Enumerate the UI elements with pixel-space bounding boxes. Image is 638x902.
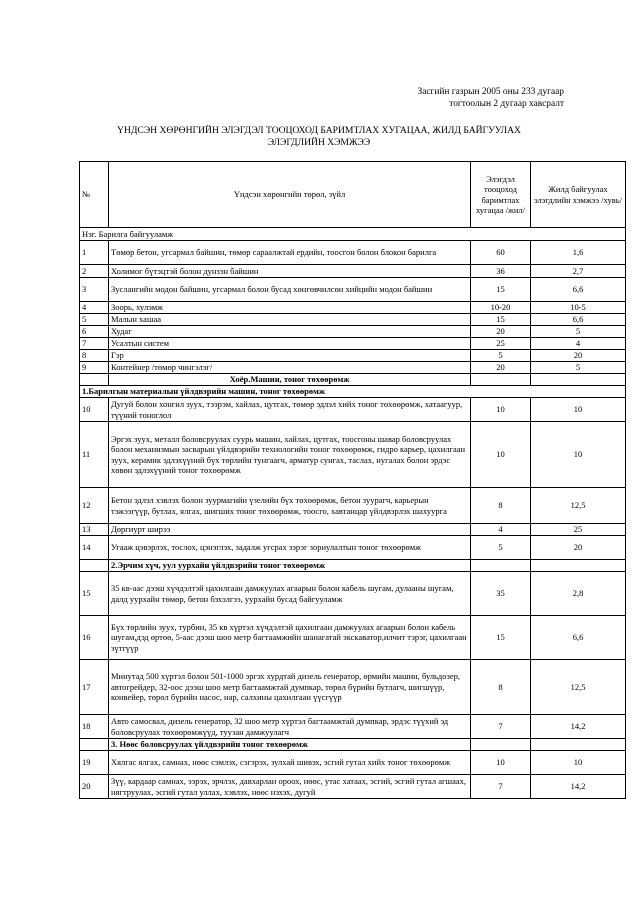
row-rate: 2,8 [531,572,626,616]
table-row [80,616,626,660]
row-asset-type: Зүү, кардаар самнах, ээрэх, эрчлэх, давхарлан ороох, нөөс, утас хатаах, эсгий, эсгий гутал агшаах, нягтруулах, эсгий гутал уллах, хэвлэх, нөөс нэхэх, дугуй [109,775,471,799]
row-rate: 10 [531,422,626,488]
table-row [80,265,626,278]
subsection-construction-materials: 1.Барилгын материалын үйлдвэрийн машин, тоног төхөөрөмж [80,386,626,398]
section-machinery: Хоёр.Машин, тоног төхөөрөмж [109,374,471,386]
document-title [70,125,568,149]
depreciation-table [79,161,626,799]
table-row [80,751,626,775]
row-asset-type: Дугуй болон хонгил зуух, тээрэм, хайлах, цутгах, төмөр эдлэл хийх тоног төхөөрөмж, хатаагуур, түүний тоноглол [109,398,471,422]
row-asset-type: Контейнер /төмөр чингэлэг/ [109,362,471,374]
subsection-no-cell [80,560,109,572]
row-asset-type: Бетон эдлэл хэвлэх болон зуурмагийн үзелийн бүх төхөөрөмж, бетон зуурагч, карьерын тэжээгүүр, бутлах, ялгах, шигших тоног төхөөрөмж, тоосго, хавтанцар үйлдвэрлэх шахуурга [109,488,471,524]
row-rate: 6,6 [531,314,626,326]
row-term: 15 [471,314,531,326]
subsection-empty-cell [471,739,531,751]
row-no: 19 [80,751,109,775]
decree-line-1: Засгийн газрын 2005 оны 233 дугаар [417,87,564,97]
row-term: 10-20 [471,302,531,314]
row-term: 10 [471,751,531,775]
row-asset-type: Төмөр бетон, угсармал байшин, төмөр сараалжтай ердийн, тоосгон болон блокон барилга [109,241,471,265]
row-rate: 10 [531,398,626,422]
table-row [80,362,626,374]
row-asset-type: Усалтын систем [109,338,471,350]
row-term: 10 [471,398,531,422]
title-line-2: ЭЛЭГДЛИЙН ХЭМЖЭЭ [267,137,371,148]
row-no: 17 [80,660,109,715]
row-asset-type: Гэр [109,350,471,362]
section-no-cell [80,374,109,386]
table-row [80,326,626,338]
table-row [80,775,626,799]
row-no: 12 [80,488,109,524]
col-header-type: Үндсэн хөрөнгийн төрөл, зүйл [109,162,471,228]
row-asset-type: Хялгас ялгах, самнах, нөөс сэмлэх, сэгэрэх, зулхай шивэх, эсгий гутал хийх тоног төхөөрөмж [109,751,471,775]
row-term: 8 [471,660,531,715]
row-no: 4 [80,302,109,314]
row-asset-type: 35 кв-аас дээш хүчдэлтэй цахилгаан дамжуулах агаарын болон кабель шугам, дулааны шугам, далд уурхайн төмөр, бетон бэхэлгээ, уурхайн бусад байгууламж [109,572,471,616]
table-row [80,715,626,739]
row-term: 5 [471,350,531,362]
row-rate: 6,6 [531,278,626,302]
row-no: 5 [80,314,109,326]
row-term: 4 [471,524,531,536]
row-term: 36 [471,265,531,278]
row-asset-type: Худаг [109,326,471,338]
row-term: 10 [471,422,531,488]
row-no: 3 [80,278,109,302]
row-asset-type: Зуслангийн модон байшин, угсармал болон бусад хөнгөвчилсөн хийцийн модон байшин [109,278,471,302]
row-asset-type: Холимог бүтэцтэй болон дунзэн байшин [109,265,471,278]
col-header-rate: Жилд байгуулах элэгдлийн хэмжээ /хувь/ [531,162,626,228]
row-asset-type: Зоорь, хулэмж [109,302,471,314]
row-term: 7 [471,775,531,799]
row-rate: 2,7 [531,265,626,278]
table-row [80,350,626,362]
row-no: 2 [80,265,109,278]
decree-reference [304,86,564,110]
row-asset-type: Авто самосвал, дизель генератор, 32 шоо метр хүртэл багтаамжтай думпкар, эрдэс түүхий эд боловсруулах төхөөрөмжүүд, туузан дамжуулагч [109,715,471,739]
subsection-row [80,560,626,572]
row-rate: 10-5 [531,302,626,314]
table-row [80,536,626,560]
row-no: 6 [80,326,109,338]
row-term: 20 [471,362,531,374]
decree-line-2: тогтоолын 2 дугаар хавсралт [449,99,564,109]
table-row [80,422,626,488]
row-term: 7 [471,715,531,739]
row-no: 9 [80,362,109,374]
table-row [80,314,626,326]
row-term: 8 [471,488,531,524]
row-term: 60 [471,241,531,265]
row-term: 5 [471,536,531,560]
col-header-term: Элэгдэл тооцоход баримтлах хугацаа /жил/ [471,162,531,228]
row-term: 15 [471,278,531,302]
row-no: 13 [80,524,109,536]
subsection-wool-processing: 3. Нөөс боловсруулах үйлдвэрийн тоног төхөөрөмж [109,739,471,751]
row-rate: 20 [531,536,626,560]
row-rate: 6,6 [531,616,626,660]
row-rate: 14,2 [531,715,626,739]
section-empty-cell [471,374,531,386]
subsection-empty-cell [531,560,626,572]
section-row [80,374,626,386]
table-row [80,278,626,302]
row-term: 20 [471,326,531,338]
subsection-empty-cell [471,560,531,572]
row-asset-type: Бүх төрлийн зуух, турбин, 35 кв хүртэл хүчдэлтэй цахилгаан дамжуулах агаарын болон кабель шугам,дэд өртөө, 5-аас дээш шоо метр багтаамжийн шанагатай экскаватор,илчит тэрэг, цахилгаан зүтгүүр [109,616,471,660]
row-no: 20 [80,775,109,799]
row-asset-type: Дөргиурт ширээ [109,524,471,536]
col-header-no: № [80,162,109,228]
row-rate: 4 [531,338,626,350]
table-row [80,572,626,616]
row-no: 15 [80,572,109,616]
table-row [80,338,626,350]
subsection-no-cell [80,739,109,751]
row-asset-type: Малын хашаа [109,314,471,326]
table-row [80,488,626,524]
row-no: 16 [80,616,109,660]
row-no: 11 [80,422,109,488]
row-rate: 5 [531,326,626,338]
section-row [80,228,626,241]
section-empty-cell [531,374,626,386]
row-rate: 10 [531,751,626,775]
table-header-row [80,162,626,228]
row-term: 15 [471,616,531,660]
title-line-1: ҮНДСЭН ХӨРӨНГИЙН ЭЛЭГДЭЛ ТООЦОХОД БАРИМТЛАХ ХУГАЦАА, ЖИЛД БАЙГУУЛАХ [117,125,521,136]
table-row [80,524,626,536]
row-asset-type: Угааж цэвэрлэх, тослох, цэнэглэх, задалж угсрах зэрэг зориулалтын тоног төхөөрөмж [109,536,471,560]
row-no: 18 [80,715,109,739]
subsection-row [80,739,626,751]
row-term: 35 [471,572,531,616]
row-term: 25 [471,338,531,350]
row-asset-type: Эргэх зуух, металл боловсруулах суурь машин, хайлах, цутгах, тоосгоны шавар боловсруулах болон механизмын засварын үйлдвэрийн технологийн тоног төхөөрөмж, гидро карьер, цахилгаан зуух, керамик эдлэхүүний бүх төрлийн тунгаагч, арматур сунгах, таслах, нугалах болон эрдэс хөвөн эдлэхүүний тоног төхөөрөмж [109,422,471,488]
table-row [80,302,626,314]
subsection-empty-cell [531,739,626,751]
section-buildings: Нэг. Барилга байгууламж [80,228,626,241]
row-rate: 25 [531,524,626,536]
row-no: 10 [80,398,109,422]
row-rate: 14,2 [531,775,626,799]
subsection-energy-mining: 2.Эрчим хүч, уул уурхайн үйлдвэрийн тоног төхөөрөмж [109,560,471,572]
row-no: 14 [80,536,109,560]
row-rate: 1,6 [531,241,626,265]
row-no: 7 [80,338,109,350]
row-rate: 20 [531,350,626,362]
row-no: 8 [80,350,109,362]
row-rate: 12,5 [531,488,626,524]
table-row [80,398,626,422]
table-row [80,660,626,715]
row-rate: 12,5 [531,660,626,715]
table-row [80,241,626,265]
row-asset-type: Минутад 500 хүртэл болон 501-1000 эргэх хурдтай дизель генератор, өрмийн машин, бульдозер, автогрейдер, 32-оос дээш шоо метр багтаамжтай думпкар, төрөл бүрийн бутлагч, шигшүүр, конвейер, төрөл бүрийн насос, нар, салхины цахилгаан үүсгүүр [109,660,471,715]
subsection-row [80,386,626,398]
row-no: 1 [80,241,109,265]
row-rate: 5 [531,362,626,374]
